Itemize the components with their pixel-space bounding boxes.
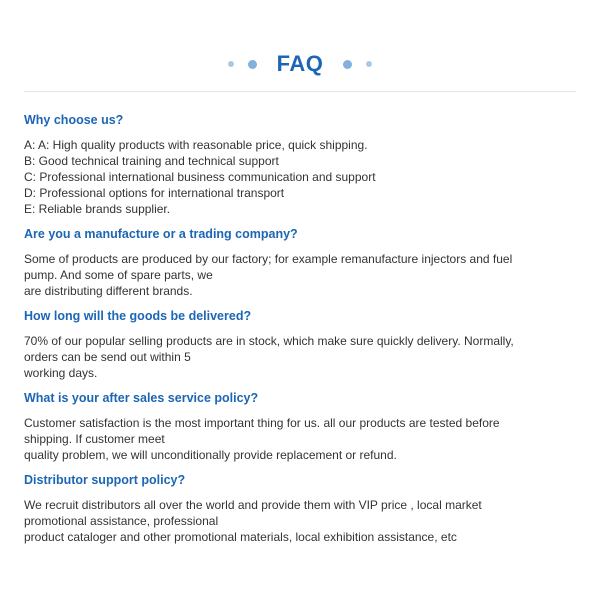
answer-line: shipping. If customer meet [24, 432, 165, 446]
answer-line: working days. [24, 366, 98, 380]
answer-line: pump. And some of spare parts, we [24, 268, 213, 282]
page-title: FAQ [276, 51, 324, 76]
answer-line: E: Reliable brands supplier. [24, 202, 171, 216]
faq-item [24, 390, 576, 463]
answer-line: promotional assistance, professional [24, 514, 219, 528]
faq-question: How long will the goods be delivered? [24, 309, 252, 323]
faq-item [24, 112, 576, 217]
answer-line: A: A: High quality products with reasonable price, quick shipping. [24, 138, 368, 152]
answer-line: Customer satisfaction is the most important thing for us. all our products are tested before [24, 416, 500, 430]
left-dot-decoration [228, 60, 257, 69]
answer-line: B: Good technical training and technical support [24, 154, 279, 168]
answer-line: C: Professional international business communication and support [24, 170, 376, 184]
right-dot-decoration [343, 60, 372, 69]
faq-item [24, 308, 576, 381]
faq-list [24, 112, 576, 545]
answer-line: orders can be send out within 5 [24, 350, 191, 364]
answer-line: We recruit distributors all over the world and provide them with VIP price , local market [24, 498, 482, 512]
faq-answer [24, 415, 576, 463]
answer-line: 70% of our popular selling products are in stock, which make sure quickly delivery. Normally, [24, 334, 514, 348]
dot-icon [343, 60, 352, 69]
header-divider [24, 91, 576, 92]
faq-answer [24, 137, 576, 217]
faq-item [24, 472, 576, 545]
answer-line: product cataloger and other promotional materials, local exhibition assistance, etc [24, 530, 457, 544]
faq-question: Distributor support policy? [24, 473, 186, 487]
dot-icon [228, 61, 234, 67]
faq-item [24, 226, 576, 299]
faq-question: What is your after sales service policy? [24, 391, 259, 405]
answer-line: Some of products are produced by our factory; for example remanufacture injectors and fuel [24, 252, 513, 266]
faq-header [0, 48, 600, 80]
faq-answer [24, 497, 576, 545]
dot-icon [248, 60, 257, 69]
dot-icon [366, 61, 372, 67]
faq-question: Why choose us? [24, 113, 124, 127]
answer-line: quality problem, we will unconditionally provide replacement or refund. [24, 448, 397, 462]
answer-line: D: Professional options for international transport [24, 186, 285, 200]
faq-answer [24, 333, 576, 381]
answer-line: are distributing different brands. [24, 284, 193, 298]
faq-question: Are you a manufacture or a trading company? [24, 227, 298, 241]
faq-answer [24, 251, 576, 299]
